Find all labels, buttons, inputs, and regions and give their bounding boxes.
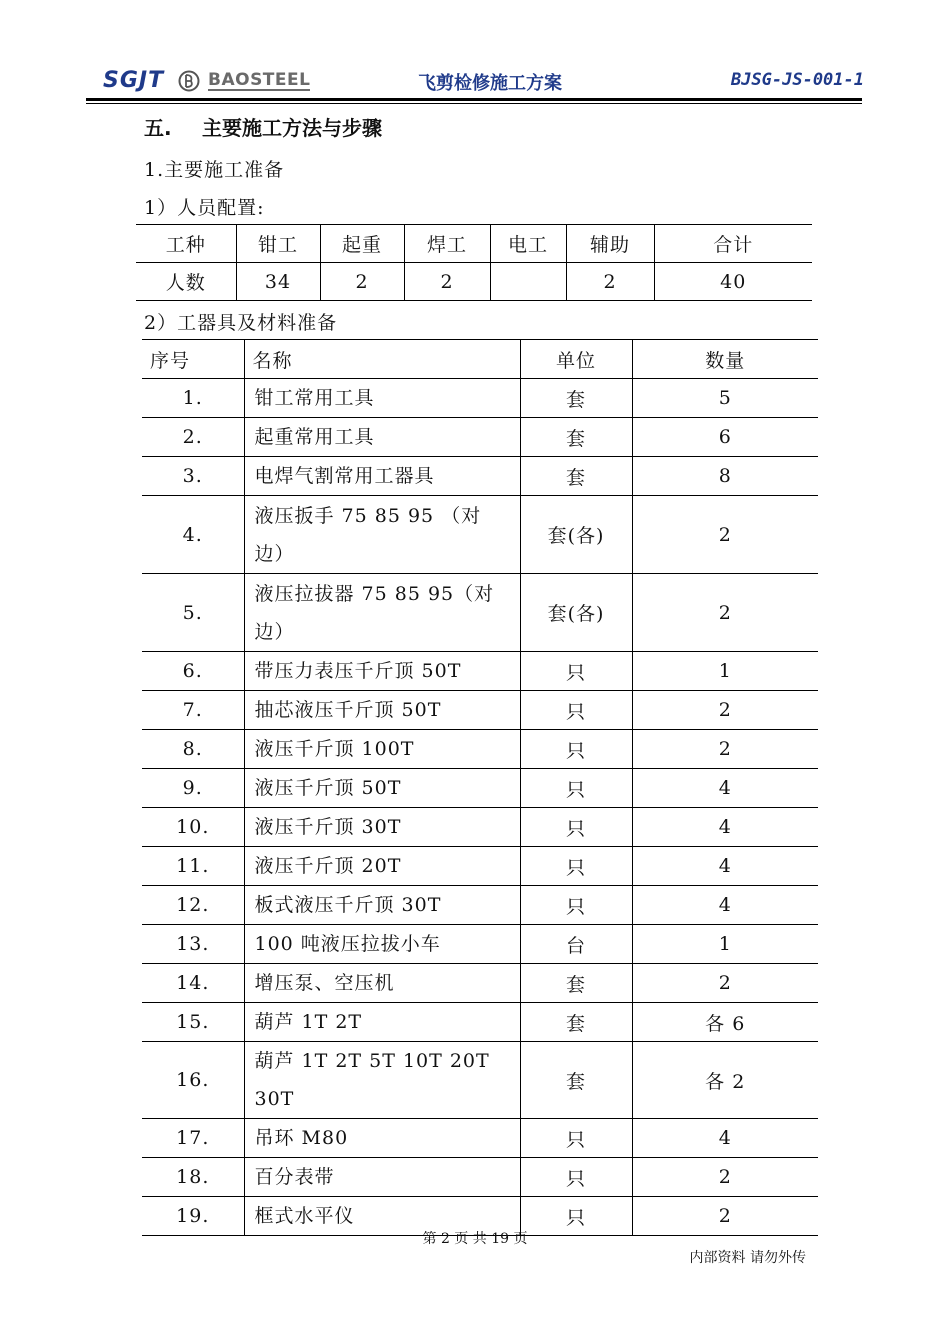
sgjt-logo: SGJT [103,68,165,93]
row-name [244,574,520,652]
row-unit: 只 [520,847,632,886]
row-qty: 4 [632,847,818,886]
staff-cell: 2 [404,263,490,301]
row-name-line: 边） [254,620,295,643]
table-row [142,925,818,964]
table-row [142,418,818,457]
row-no: 14. [142,964,244,1003]
table-row [142,886,818,925]
table-row [142,964,818,1003]
staff-cell: 2 [566,263,654,301]
row-no: 4. [142,496,244,574]
row-qty: 2 [632,1158,818,1197]
row-unit: 套 [520,379,632,418]
row-name-line: 液压拉拔器 75 85 95（对 [254,582,495,605]
section-number: 五. [144,116,172,140]
staff-cell: 40 [654,263,812,301]
document-title: 飞剪检修施工方案 [418,73,562,94]
page-number: 第 2 页 共 19 页 [422,1231,528,1247]
row-no: 6. [142,652,244,691]
row-no: 9. [142,769,244,808]
row-name-line: 边） [254,542,295,565]
row-unit: 只 [520,886,632,925]
page-header [96,62,864,98]
table-row [142,691,818,730]
staff-cell: 34 [236,263,320,301]
row-name: 百分表带 [244,1158,520,1197]
row-unit: 只 [520,769,632,808]
row-no: 10. [142,808,244,847]
row-unit: 套 [520,964,632,1003]
row-name: 板式液压千斤顶 30T [244,886,520,925]
table-row [142,457,818,496]
row-name: 葫芦 1T 2T 5T 10T 20T 30T [244,1042,520,1119]
row-unit: 套 [520,1042,632,1119]
row-no: 12. [142,886,244,925]
row-no: 17. [142,1119,244,1158]
row-qty: 6 [632,418,818,457]
row-unit: 只 [520,652,632,691]
table-row [142,1003,818,1042]
staff-cell: 人数 [136,263,236,301]
row-name: 钳工常用工具 [244,379,520,418]
row-qty: 2 [632,1197,818,1236]
table-row [142,847,818,886]
row-qty: 5 [632,379,818,418]
row-name: 框式水平仪 [244,1197,520,1236]
row-unit: 只 [520,1197,632,1236]
row-no: 8. [142,730,244,769]
row-name: 增压泵、空压机 [244,964,520,1003]
row-unit: 只 [520,1119,632,1158]
header-rule-thick [86,98,862,101]
row-no: 1. [142,379,244,418]
row-unit: 套 [520,457,632,496]
tools-heading: 2）工器具及材料准备 [144,312,338,334]
row-name: 液压千斤顶 100T [244,730,520,769]
row-no: 2. [142,418,244,457]
row-unit: 套 [520,1003,632,1042]
section-title: 主要施工方法与步骤 [202,116,382,140]
row-unit: 只 [520,808,632,847]
staff-header-cell: 焊工 [404,225,490,263]
staff-header-cell: 工种 [136,225,236,263]
confidential-note: 内部资料 请勿外传 [689,1250,806,1266]
staff-header-cell: 合计 [654,225,812,263]
row-no: 19. [142,1197,244,1236]
table-row [142,1119,818,1158]
section-heading [144,112,382,141]
table-row [142,1158,818,1197]
row-no: 16. [142,1042,244,1119]
staff-header-cell: 电工 [490,225,566,263]
row-name: 100 吨液压拉拔小车 [244,925,520,964]
row-no: 18. [142,1158,244,1197]
staff-header-row [136,225,812,263]
row-qty: 1 [632,925,818,964]
table-row [142,652,818,691]
table-row [142,730,818,769]
baosteel-logo-icon [178,70,200,92]
row-unit: 只 [520,1158,632,1197]
row-unit: 套(各) [520,496,632,574]
row-qty: 2 [632,691,818,730]
row-no: 3. [142,457,244,496]
row-unit: 只 [520,730,632,769]
document-code: BJSG-JS-001-1 [730,70,864,90]
table-row [142,379,818,418]
row-qty: 2 [632,574,818,652]
row-qty: 8 [632,457,818,496]
tools-header-row [142,340,818,379]
staff-count-row [136,263,812,301]
row-no: 15. [142,1003,244,1042]
row-no: 7. [142,691,244,730]
row-qty: 4 [632,886,818,925]
row-unit: 套 [520,418,632,457]
row-name: 抽芯液压千斤顶 50T [244,691,520,730]
row-unit: 台 [520,925,632,964]
row-qty: 各 6 [632,1003,818,1042]
row-name: 电焊气割常用工器具 [244,457,520,496]
table-row [142,808,818,847]
staff-header-cell: 起重 [320,225,404,263]
staff-heading: 1）人员配置: [144,197,265,219]
row-unit: 套(各) [520,574,632,652]
row-no: 5. [142,574,244,652]
baosteel-logo-text: BAOSTEEL [208,70,311,90]
row-name: 起重常用工具 [244,418,520,457]
table-row [142,1042,818,1119]
staff-header-cell: 钳工 [236,225,320,263]
staff-cell [490,263,566,301]
staff-cell: 2 [320,263,404,301]
row-name [244,496,520,574]
header-rule-thin [86,103,862,104]
row-name: 液压千斤顶 30T [244,808,520,847]
row-unit: 只 [520,691,632,730]
row-qty: 各 2 [632,1042,818,1119]
staff-header-cell: 辅助 [566,225,654,263]
staff-table [136,224,812,301]
row-name: 带压力表压千斤顶 50T [244,652,520,691]
subsection-heading: 1.主要施工准备 [144,159,285,181]
row-name: 吊环 M80 [244,1119,520,1158]
row-name-line: 液压扳手 75 85 95 （对 [254,504,482,527]
table-row [142,574,818,652]
row-qty: 4 [632,808,818,847]
row-qty: 1 [632,652,818,691]
row-qty: 4 [632,1119,818,1158]
row-name: 液压千斤顶 20T [244,847,520,886]
table-row [142,496,818,574]
row-no: 11. [142,847,244,886]
row-qty: 4 [632,769,818,808]
header-name: 名称 [244,340,520,379]
table-row [142,769,818,808]
header-no: 序号 [142,340,244,379]
row-no: 13. [142,925,244,964]
row-qty: 2 [632,496,818,574]
header-unit: 单位 [520,340,632,379]
row-qty: 2 [632,964,818,1003]
row-name: 葫芦 1T 2T [244,1003,520,1042]
row-qty: 2 [632,730,818,769]
tools-table [142,339,818,1236]
header-qty: 数量 [632,340,818,379]
row-name: 液压千斤顶 50T [244,769,520,808]
